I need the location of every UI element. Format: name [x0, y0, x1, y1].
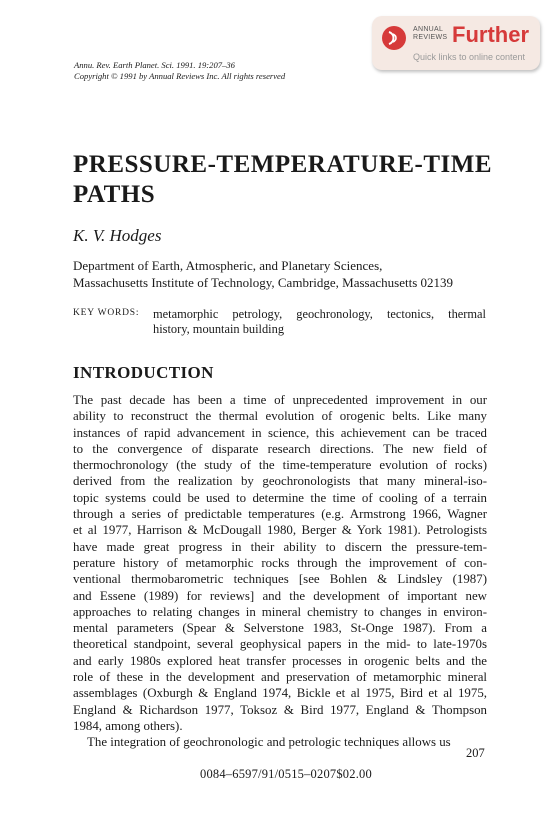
page-number: 207 — [466, 746, 485, 760]
body-line: and Essene (1989) for reviews] and the development of important new — [73, 588, 487, 603]
body-line: perature history of metamorphic rocks through the improvement of con- — [73, 555, 487, 570]
title-line-2: PATHS — [73, 181, 156, 208]
keywords-list — [153, 307, 486, 337]
body-line: through a series of predictable temperatures (e.g. Armstrong 1966, Wagner — [73, 507, 487, 522]
body-line: have made great progress in their ability to discern the pressure-tem- — [73, 539, 487, 554]
affiliation-line-2: Massachusetts Institute of Technology, Cambridge, Massachusetts 02139 — [73, 275, 454, 290]
annual-reviews-logo-icon — [382, 26, 406, 50]
author-affiliation — [73, 257, 493, 291]
author-name: K. V. Hodges — [73, 226, 162, 245]
keywords-label: KEY WORDS: — [73, 308, 140, 318]
body-line: derived from the realization by geochronologists that many mineral-iso- — [73, 474, 487, 489]
section-heading-introduction: INTRODUCTION — [73, 363, 214, 382]
body-line: approaches to relating changes in mineral chemistry to changes in environ- — [73, 604, 487, 619]
body-line: The integration of geochronologic and petrologic techniques allows us — [87, 735, 451, 750]
body-line: et al 1977, Harrison & McDougall 1980, Berger & York 1981). Petrologists — [73, 523, 487, 538]
body-line: topic systems could be used to determine the time of cooling of a terrain — [73, 490, 487, 505]
article-title — [73, 150, 503, 210]
body-line: instances of rapid advancement in science, this achievement can be traced — [73, 425, 487, 440]
price-code: 0084–6597/91/0515–0207$02.00 — [200, 767, 372, 781]
body-line: thermochronology (the study of the time-temperature evolution of rocks) — [73, 458, 487, 473]
body-line: role of these in the development and preservation of metamorphic mineral — [73, 670, 487, 685]
body-line: 1984, among others). — [73, 718, 183, 733]
body-line: theoretical standpoint, several geophysical papers in the mid- to late-1970s — [73, 637, 487, 652]
body-line: The past decade has been a time of unprecedented improvement in our — [73, 393, 487, 407]
further-label: Further — [452, 22, 529, 47]
body-line: and early 1980s explored heat transfer processes in orogenic belts and the — [73, 653, 487, 668]
keywords-line-1: metamorphic petrology, geochronology, tectonics, thermal — [153, 307, 486, 321]
title-line-1: PRESSURE-TEMPERATURE-TIME — [73, 151, 493, 178]
annual-reviews-wordmark — [413, 26, 447, 42]
body-line: mental parameters (Spear & Selverstone 1983, St-Onge 1987). From a — [73, 621, 487, 636]
body-line: England & Richardson 1977, Toksoz & Bird 1977, England & Thompson — [73, 702, 487, 717]
keywords-line-2: history, mountain building — [153, 322, 285, 336]
journal-line: Annu. Rev. Earth Planet. Sci. 1991. 19:207–36 — [74, 60, 235, 70]
introduction-body — [73, 392, 487, 751]
body-line: ability to reconstruct the thermal evolution of orogenic belts. Like many — [73, 409, 487, 424]
body-line: assemblages (Oxburgh & England 1974, Bickle et al 1975, Bird et al 1975, — [73, 686, 487, 701]
annual-reviews-further-badge[interactable] — [372, 16, 540, 70]
copyright-line: Copyright © 1991 by Annual Reviews Inc. All rights reserved — [74, 71, 286, 81]
annual-label: ANNUAL — [413, 26, 444, 33]
body-line: ventional thermobarometric techniques [see Bohlen & Lindsley (1987) — [73, 572, 487, 587]
affiliation-line-1: Department of Earth, Atmospheric, and Planetary Sciences, — [73, 258, 383, 273]
reviews-label: REVIEWS — [413, 34, 448, 41]
body-line: to the convergence of disparate research directions. The new field of — [73, 441, 487, 456]
journal-citation — [74, 60, 285, 82]
further-subtitle: Quick links to online content — [413, 52, 526, 62]
